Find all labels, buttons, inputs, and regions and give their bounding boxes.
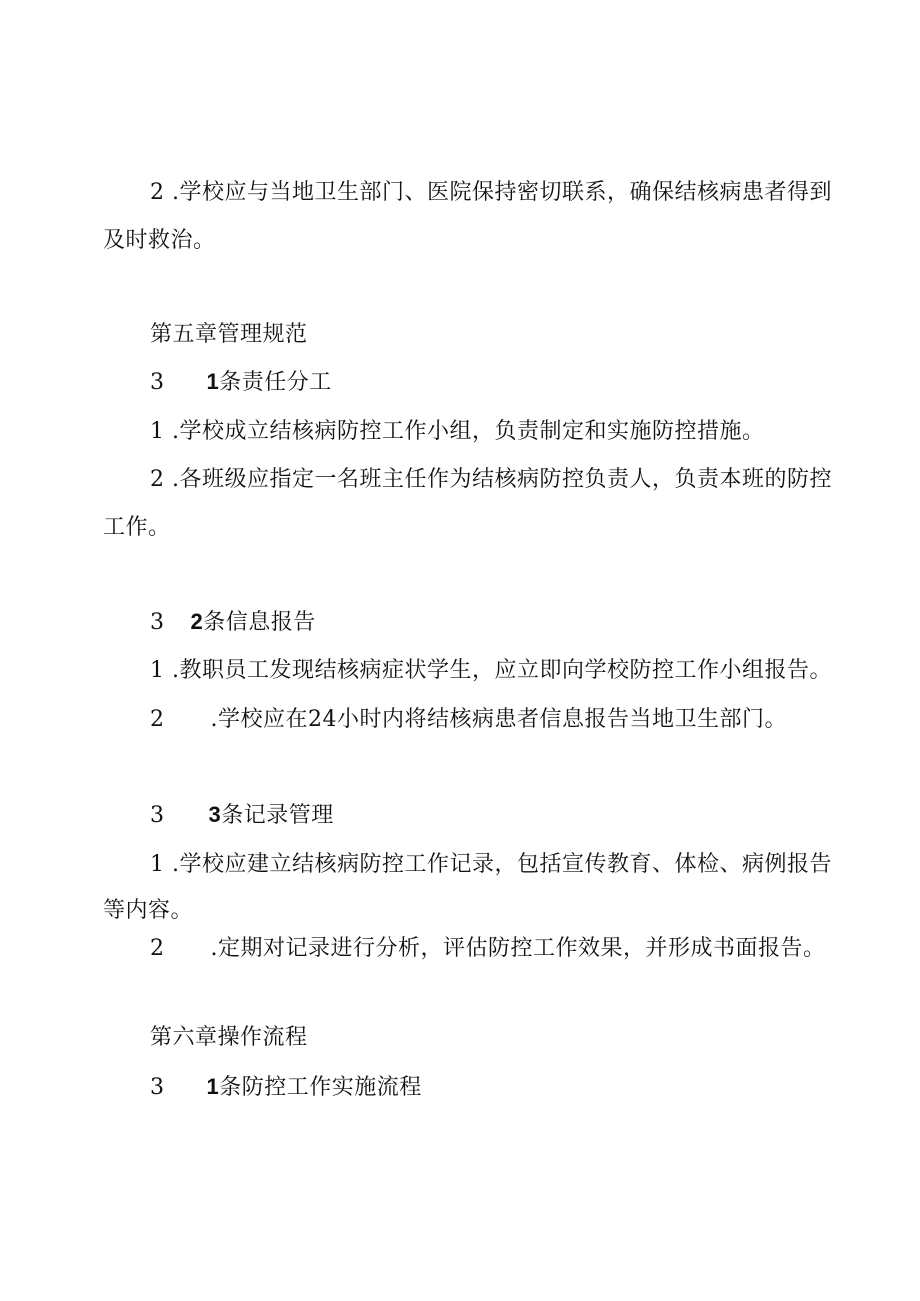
article-title: 条防控工作实施流程: [219, 1075, 422, 1100]
item-number: 1: [150, 419, 165, 444]
paragraph-line: [150, 178, 832, 208]
article-title: 条责任分工: [219, 370, 332, 395]
article-prefix: 3: [150, 803, 165, 828]
article-prefix: 3: [150, 610, 165, 635]
list-item: [150, 656, 832, 686]
list-item: [150, 850, 832, 880]
list-item: [150, 705, 787, 735]
article-heading: [150, 607, 316, 638]
article-title: 条信息报告: [203, 610, 316, 635]
article-number: 2: [190, 609, 204, 634]
list-item-continuation: [103, 513, 171, 543]
item-text: .各班级应指定一名班主任作为结核病防控负责人，负责本班的防控: [172, 467, 832, 492]
chapter-title: 第六章操作流程: [150, 1025, 308, 1050]
list-item-continuation: [103, 896, 193, 926]
article-heading: [150, 1072, 422, 1103]
item-text-continued: 等内容。: [103, 898, 194, 923]
list-item: [150, 465, 832, 495]
chapter-title: 第五章管理规范: [150, 322, 308, 347]
item-text-continued: 工作。: [103, 515, 171, 540]
list-item: [150, 934, 826, 964]
chapter-heading: [150, 1023, 308, 1053]
item-number: 2: [150, 180, 165, 205]
article-number: 1: [206, 369, 220, 394]
list-item: [150, 417, 765, 447]
article-number: 3: [208, 802, 222, 827]
item-text-continued: 及时救治。: [103, 228, 216, 253]
item-text: .定期对记录进行分析，评估防控工作效果，并形成书面报告。: [210, 936, 826, 961]
item-text: .学校应与当地卫生部门、医院保持密切联系，确保结核病患者得到: [172, 180, 832, 205]
article-heading: [150, 800, 334, 831]
item-number: 1: [150, 852, 165, 877]
item-number: 2: [150, 707, 165, 732]
article-heading: [150, 367, 332, 398]
item-text: .学校成立结核病防控工作小组，负责制定和实施防控措施。: [172, 419, 765, 444]
item-text: .学校应建立结核病防控工作记录，包括宣传教育、体检、病例报告: [172, 852, 832, 877]
article-prefix: 3: [150, 1075, 165, 1100]
article-prefix: 3: [150, 370, 165, 395]
article-title: 条记录管理: [221, 803, 334, 828]
chapter-heading: [150, 320, 308, 350]
article-number: 1: [206, 1074, 220, 1099]
item-text: .学校应在24小时内将结核病患者信息报告当地卫生部门。: [210, 707, 787, 732]
paragraph-continuation: [103, 226, 216, 256]
item-text: .教职员工发现结核病症状学生，应立即向学校防控工作小组报告。: [172, 658, 832, 683]
item-number: 2: [150, 936, 165, 961]
item-number: 1: [150, 658, 165, 683]
item-number: 2: [150, 467, 165, 492]
